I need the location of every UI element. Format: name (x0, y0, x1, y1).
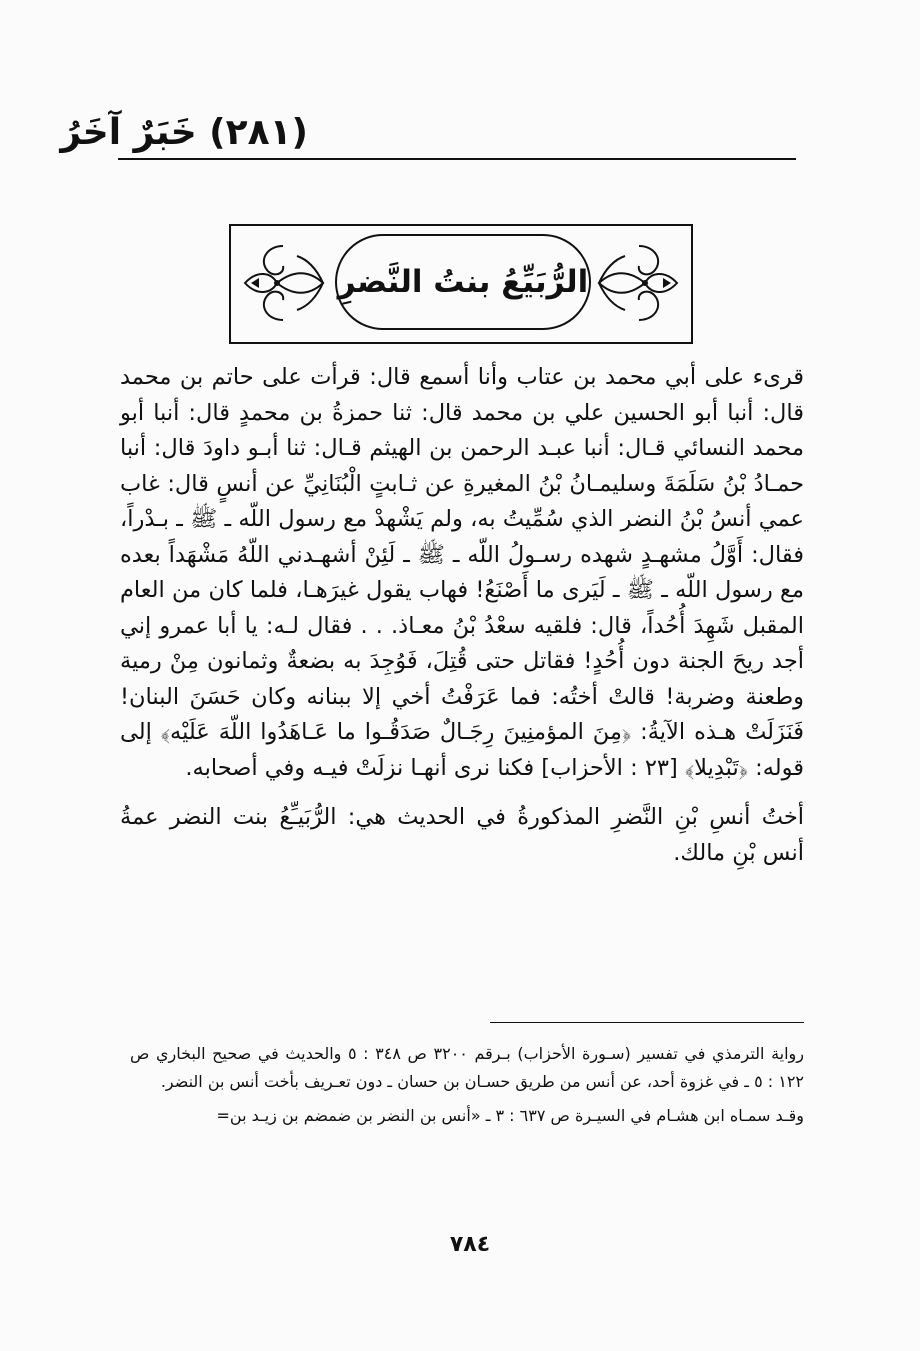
footnote-1: رواية الترمذي في تفسير (سـورة الأحزاب) بـرقم ٣٢٠٠ ص ٣٤٨ : ٥ والحديث في صحيح البخاري ص ١٢٢ : ٥ ـ في غزوة أحد، عن أنس من طريق حسـان بن حسان ـ دون تعـريف بأخت أنس بن النضر. (130, 1044, 805, 1091)
header-rule (118, 158, 796, 160)
footnote-rule (490, 1022, 804, 1023)
section-title: الرُّبَيِّعُ بنتُ النَّضرِ (335, 234, 591, 330)
footnote-2: وقـد سمـاه ابن هشـام في السيـرة ص ٦٣٧ : ٣ ـ «أنس بن النضر بن ضمضم بن زيـد بن= (216, 1106, 804, 1125)
ornament-right-icon (593, 240, 685, 326)
section-title-frame (229, 224, 693, 344)
page-number: ٧٨٤ (449, 1232, 491, 1257)
footnotes (130, 1040, 804, 1130)
chapter-header-title: (٢٨١) خَبَرٌ آخَرُ (60, 112, 308, 153)
main-text (120, 360, 804, 871)
body-paragraph-hadith: قرىء على أبي محمد بن عتاب وأنا أسمع قال: قرأت على حاتم بن محمد قال: أنبا أبو الحسين علي بن محمد قال: ثنا حمزةُ بن محمدٍ قال: أنبا أبو محمد النسائي قـال: أنبا عبـد الرحمن بن الهيثم قـال: ثنا أبـو داودَ قال: أنبا حمـادُ بْنُ سَلَمَةَ وسليمـانُ بْنُ المغيرةِ عن ثـابتٍ الْبُنَانِيِّ عن أنسٍ قال: غاب عمي أنسُ بْنُ النضر الذي سُمِّيتُ به، ولم يَشْهدْ مع رسول اللّه ـ ﷺ ـ بـدْراً، فقال: أَوَّلُ مشهـدٍ شهده رسـولُ اللّه ـ ﷺ ـ لَئِنْ أشهـدني اللّهُ مَشْهَداً بعده مع رسول اللّه ـ ﷺ ـ لَيَرى ما أَصْنَعُ! فهاب يقول غيرَهـا، فلما كان من العام المقبل شَهِدَ أُحُداً، قال: فلقيه سعْدُ بْنُ معـاذ. . . فقال لـه: يا أبا عمرو إني أجد ريحَ الجنة دون أُحُدٍ! فقاتل حتى قُتِلَ، فَوُجِدَ به بضعةٌ وثمانون مِنْ رمية وطعنة وضربة! قالتْ أختُه: فما عَرَفْتُ أخي إلا ببنانه وكان حَسَنَ البنان! فَنَزَلَتْ هـذه الآيةُ: ﴿مِنَ المؤمنِينَ رِجَـالٌ صَدَقُـوا ما عَـاهَدُوا اللّهَ عَلَيْه﴾ إلى قوله: ﴿تَبْدِيلا﴾ [٢٣ : الأحزاب] فكنا نرى أنهـا نزلَتْ فيـه وفي أصحابه. (120, 364, 804, 781)
body-paragraph-commentary: أختُ أنسِ بْنِ النَّضرِ المذكورةُ في الحديث هي: الرُّبَيـِّعُ بنت النضر عمةُ أنس بْنِ مالك. (120, 804, 804, 866)
ornament-left-icon (237, 240, 329, 326)
